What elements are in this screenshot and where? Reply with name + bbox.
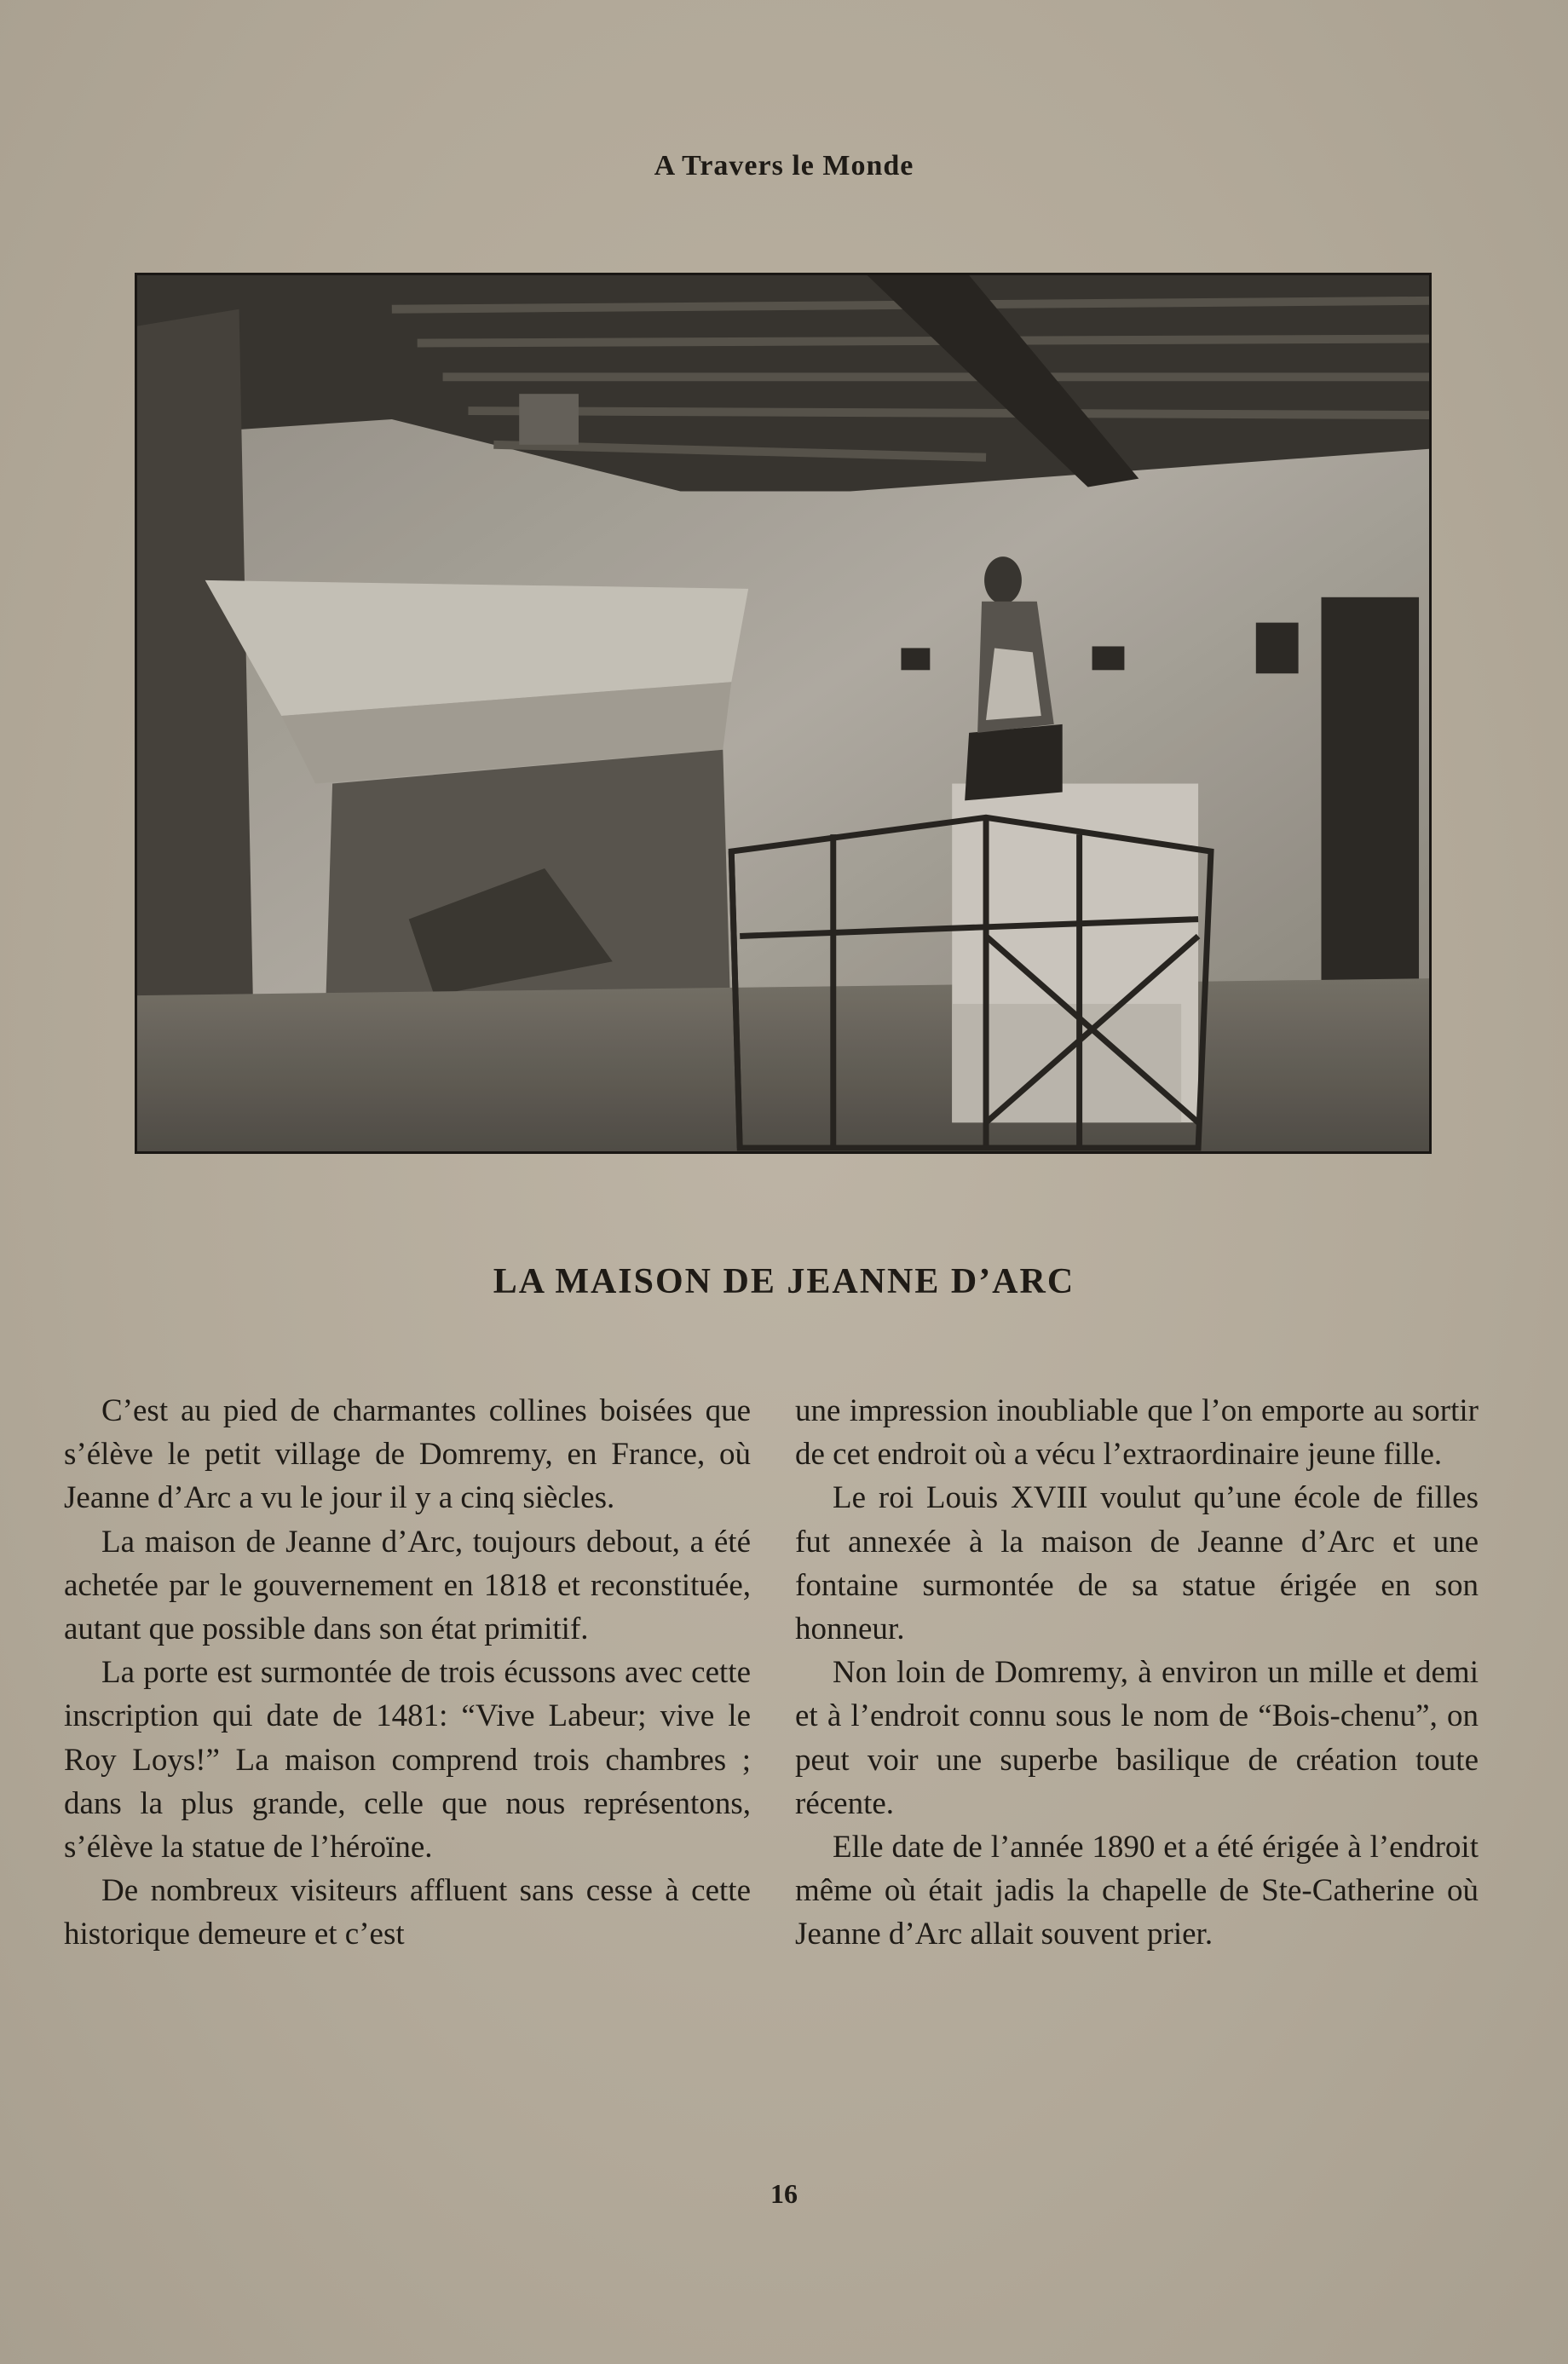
running-head: A Travers le Monde [654, 150, 914, 182]
page-number: 16 [770, 2178, 798, 2209]
room-photograph-icon [137, 275, 1429, 1151]
paragraph: une impression inoubliable que l’on emporte au sortir de cet endroit où a vécu l’extraordinaire jeune fille. [795, 1393, 1479, 1473]
right-column [795, 1389, 1479, 1957]
left-column [64, 1389, 751, 1957]
paragraph: C’est au pied de charmantes collines boisées que s’élève le petit village de Domremy, en France, où Jeanne d’Arc a vu le jour il y a cinq siècles. [64, 1393, 751, 1516]
paragraph: Le roi Louis XVIII voulut qu’une école de filles fut annexée à la maison de Jeanne d’Arc et une fontaine surmontée de sa statue érigée en son honneur. [795, 1480, 1479, 1647]
article-headline: LA MAISON DE JEANNE D’ARC [493, 1262, 1075, 1301]
paragraph: Elle date de l’année 1890 et a été érigée à l’endroit même où était jadis la chapelle de Ste-Catherine où Jeanne d’Arc allait souvent prier. [795, 1830, 1479, 1952]
paragraph: Non loin de Domremy, à environ un mille et demi et à l’endroit connu sous le nom de “Bois-chenu”, on peut voir une superbe basilique de création toute récente. [795, 1655, 1479, 1821]
paragraph: De nombreux visiteurs affluent sans cesse à cette historique demeure et c’est [64, 1873, 751, 1952]
paragraph: La maison de Jeanne d’Arc, toujours debout, a été achetée par le gouvernement en 1818 et reconstituée, autant que possible dans son état primitif. [64, 1524, 751, 1647]
room-photograph [135, 273, 1432, 1154]
paragraph: La porte est surmontée de trois écussons avec cette inscription qui date de 1481: “Vive Labeur; vive le Roy Loys!” La maison comprend trois chambres ; dans la plus grande, celle que nous représentons, s’élève la statue de l’héroïne. [64, 1655, 751, 1865]
